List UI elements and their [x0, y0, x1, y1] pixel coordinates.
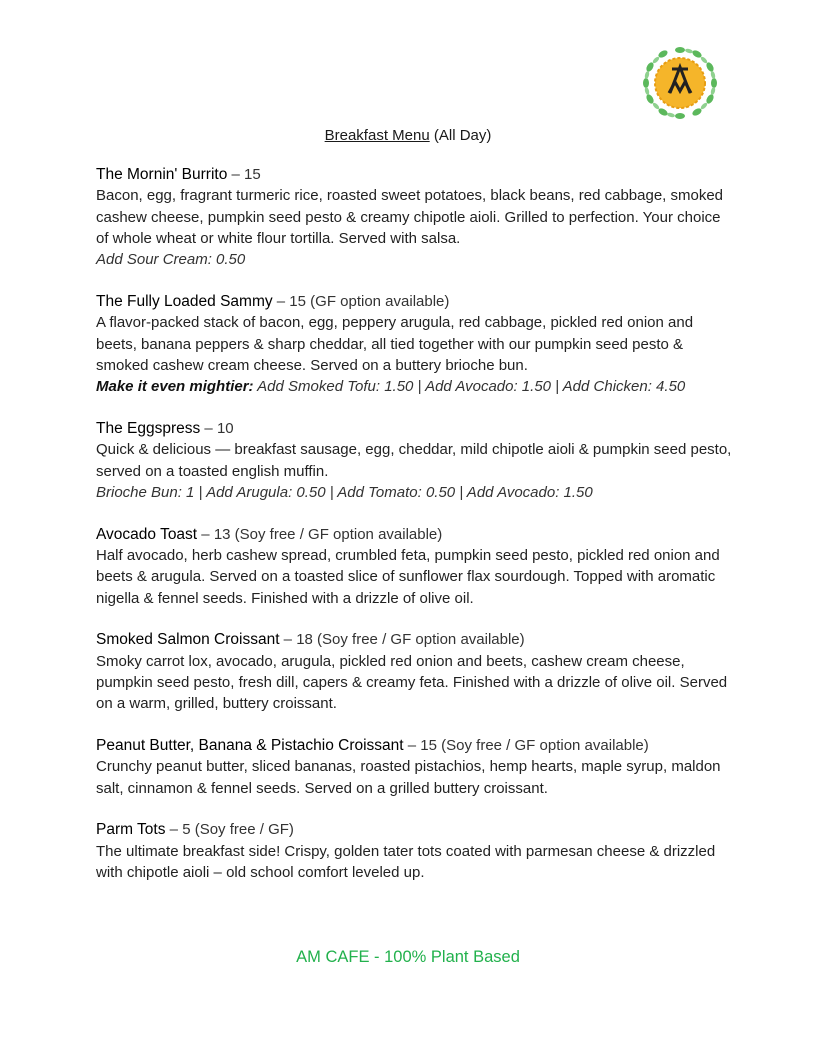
- addons-lead: Make it even mightier:: [96, 378, 254, 396]
- price-separator: –: [200, 419, 217, 437]
- menu-item-header: [96, 735, 736, 756]
- menu-item-note: (Soy free / GF option available): [234, 525, 443, 543]
- menu-item-header: [96, 291, 736, 312]
- menu-title-subtitle: (All Day): [433, 127, 492, 144]
- menu-item: [96, 418, 736, 503]
- addons-text: Brioche Bun: 1 | Add Arugula: 0.50 | Add Tomato: 0.50 | Add Avocado: 1.50: [96, 483, 593, 501]
- menu-item-description: Crunchy peanut butter, sliced bananas, roasted pistachios, hemp hearts, maple syrup, maldon salt, cinnamon & fennel seeds. Served on a grilled buttery croissant.: [96, 758, 721, 797]
- menu-item-name: Avocado Toast: [96, 525, 198, 543]
- menu-item: [96, 735, 736, 799]
- price-separator: –: [403, 737, 421, 755]
- price-separator: –: [227, 166, 244, 183]
- menu-item-price: 15: [420, 737, 437, 755]
- price-separator: –: [197, 525, 214, 543]
- menu-item-price: 5: [182, 821, 191, 839]
- menu-item: [96, 629, 736, 714]
- menu-item-description: Smoky carrot lox, avocado, arugula, pickled red onion and beets, cashew cream cheese, pumpkin seed pesto, fresh dill, capers & creamy feta. Finished with a drizzle of olive oil. Served on a warm, grilled, buttery croissant.: [96, 652, 728, 713]
- menu-item-name: The Fully Loaded Sammy: [96, 292, 273, 310]
- menu-item: [96, 291, 736, 397]
- menu-item-price: 18: [296, 631, 313, 649]
- menu-item-price: 15: [244, 166, 261, 183]
- menu-item: [96, 819, 736, 883]
- menu-item: [96, 164, 736, 270]
- menu-item-header: [96, 819, 736, 840]
- menu-item: [96, 524, 736, 609]
- menu-item-note: (GF option available): [310, 292, 450, 310]
- menu-item-note: (Soy free / GF option available): [441, 737, 649, 755]
- menu-item-header: [96, 524, 736, 545]
- menu-item-addons: [96, 482, 736, 503]
- menu-item-price: 13: [213, 525, 231, 543]
- menu-item-addons: [96, 376, 736, 397]
- menu-items: [96, 164, 736, 904]
- menu-item-addons: [96, 249, 736, 270]
- menu-item-header: [96, 629, 736, 650]
- menu-item-name: The Mornin' Burrito: [96, 166, 228, 183]
- menu-item-note: (Soy free / GF option available): [317, 631, 525, 649]
- menu-item-description: A flavor-packed stack of bacon, egg, peppery arugula, red cabbage, pickled red onion and beets, banana peppers & sharp cheddar, all tied together with our pumpkin seed pesto & smoked cashew cream cheese. Served on a buttery brioche bun.: [96, 314, 694, 374]
- menu-item-name: The Eggspress: [96, 419, 201, 437]
- footer-tagline: AM CAFE - 100% Plant Based: [296, 948, 520, 966]
- menu-item-price: 10: [216, 419, 234, 437]
- menu-item-description: Bacon, egg, fragrant turmeric rice, roasted sweet potatoes, black beans, red cabbage, smoked cashew cheese, pumpkin seed pesto & creamy chipotle aioli. Grilled to perfection. Your choice of whole wheat or white flour tortilla. Served with salsa.: [96, 187, 724, 247]
- price-separator: –: [165, 821, 183, 839]
- price-separator: –: [272, 292, 290, 310]
- menu-title-main: Breakfast Menu: [324, 127, 430, 144]
- am-cafe-logo-icon: [640, 45, 720, 121]
- menu-item-header: [96, 164, 736, 185]
- menu-item-name: Smoked Salmon Croissant: [96, 631, 280, 649]
- menu-title: [0, 126, 816, 146]
- menu-item-description: Half avocado, herb cashew spread, crumbled feta, pumpkin seed pesto, pickled red onion and beets & arugula. Served on a toasted slice of sunflower flax sourdough. Topped with aromatic nigella & fennel seeds. Finished with a drizzle of olive oil.: [96, 546, 720, 607]
- menu-item-name: Peanut Butter, Banana & Pistachio Croissant: [96, 737, 404, 755]
- menu-item-header: [96, 418, 736, 439]
- addons-text: Add Smoked Tofu: 1.50 | Add Avocado: 1.50 | Add Chicken: 4.50: [257, 378, 686, 396]
- price-separator: –: [279, 631, 297, 649]
- menu-item-name: Parm Tots: [96, 821, 166, 839]
- menu-item-description: The ultimate breakfast side! Crispy, golden tater tots coated with parmesan cheese & drizzled with chipotle aioli – old school comfort leveled up.: [96, 842, 716, 882]
- menu-item-note: (Soy free / GF): [194, 821, 294, 839]
- menu-item-price: 15: [289, 292, 306, 310]
- menu-item-description: Quick & delicious — breakfast sausage, egg, cheddar, mild chipotle aioli & pumpkin seed pesto, served on a toasted english muffin.: [96, 441, 732, 480]
- addons-text: Add Sour Cream: 0.50: [96, 251, 246, 269]
